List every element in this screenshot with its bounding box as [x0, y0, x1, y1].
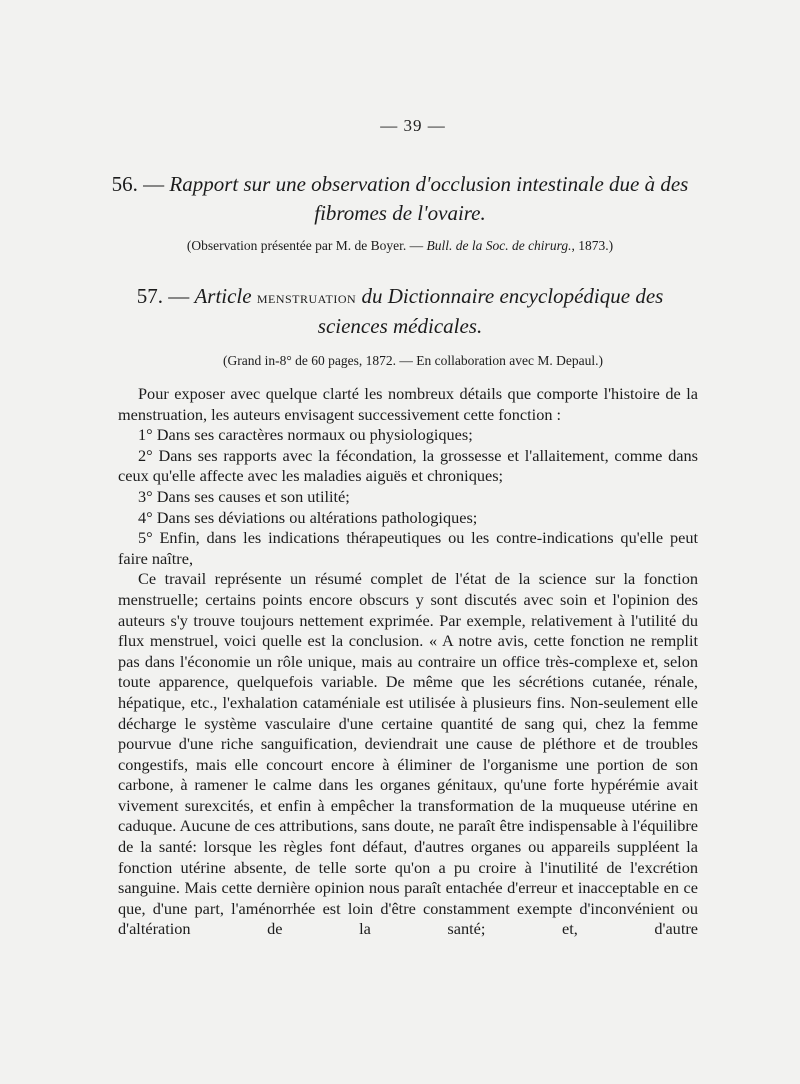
list-item-2: 2° Dans ses rapports avec la fécondation, la grossesse et l'allaitement, comme dans ceux qu'elle affecte avec les maladies aiguës et chroniques;: [118, 445, 698, 486]
conclusion-paragraph: Ce travail représente un résumé complet de l'état de la science sur la fonction menstruelle; certains points encore obscurs y sont discutés avec soin et l'opinion des auteurs s'y trouve toujours nettement exprimée. Par exemple, relativement à l'utilité du flux menstruel, voici quelle est la conclusion. « A notre avis, cette fonction ne remplit pas dans l'économie un rôle unique, mais au contraire un office très-complexe et, selon toute apparence, quelquefois variable. De même que les sécrétions cutanée, rénale, hépatique, etc., l'exhalation cataméniale est utilisée à plusieurs fins. Non-seulement elle décharge le système vasculaire d'une certaine quantité de sang qui, chez la femme pourvue d'une riche sanguification, deviendrait une cause de pléthore et de troubles congestifs, mais elle concourt encore à éliminer de l'organisme une portion de son carbone, à ramener le calme dans les organes génitaux, qu'une forte hypérémie avait vivement surexcités, et enfin à empêcher la transformation de la muqueuse utérine en caduque. Aucune de ces attributions, sans doute, ne paraît être indispensable à l'équilibre de la santé: lorsque les règles font défaut, d'autres organes ou appareils suppléent la fonction utérine absente, de telle sorte qu'on a pu croire à l'inutilité de l'excrétion sanguine. Mais cette dernière opinion nous paraît entachée d'erreur et inacceptable en ce que, d'une part, l'aménorrhée est loin d'être constamment exempte d'inconvénient ou d'altération de la santé; et, d'autre: [118, 569, 698, 939]
entry-56-title: [0, 170, 800, 228]
entry-57-title-smallcaps: menstruation: [256, 288, 357, 307]
entry-56-note-after: , 1873.): [571, 238, 614, 253]
entry-56-dash: —: [143, 172, 165, 196]
page-number: — 39 —: [380, 116, 446, 135]
list-item-1: 1° Dans ses caractères normaux ou physiologiques;: [138, 425, 473, 445]
entry-57-title: [0, 282, 800, 341]
entry-57: [0, 282, 800, 369]
entry-56-note: [0, 238, 800, 254]
entry-56-note-before: (Observation présentée par M. de Boyer. —: [186, 238, 424, 253]
entry-56-title-line2: fibromes de l'ovaire.: [314, 201, 486, 225]
entry-57-title-rest: du Dictionnaire encyclopédique des: [361, 284, 664, 308]
list-item-5: 5° Enfin, dans les indications thérapeutiques ou les contre-indications qu'elle peut faire naître,: [118, 528, 698, 568]
entry-57-dash: —: [168, 284, 190, 308]
entry-57-note: (Grand in-8° de 60 pages, 1872. — En collaboration avec M. Depaul.): [223, 353, 603, 368]
entry-56: [0, 170, 800, 254]
intro-paragraph: Pour exposer avec quelque clarté les nombreux détails que comporte l'histoire de la menstruation, les auteurs envisagent successivement cette fonction :: [118, 384, 698, 424]
entry-56-note-source: Bull. de la Soc. de chirurg.: [426, 238, 572, 253]
entry-57-number: 57.: [136, 284, 163, 308]
entry-56-title-line1: Rapport sur une observation d'occlusion intestinale due à des: [169, 172, 689, 196]
entry-57-title-word: Article: [194, 284, 252, 308]
list-item-3: 3° Dans ses causes et son utilité;: [138, 486, 350, 506]
entry-56-number: 56.: [111, 172, 138, 196]
list-item-4: 4° Dans ses déviations ou altérations pathologiques;: [138, 507, 478, 527]
entry-57-title-line2: sciences médicales.: [317, 314, 483, 338]
body-text: [118, 384, 698, 940]
